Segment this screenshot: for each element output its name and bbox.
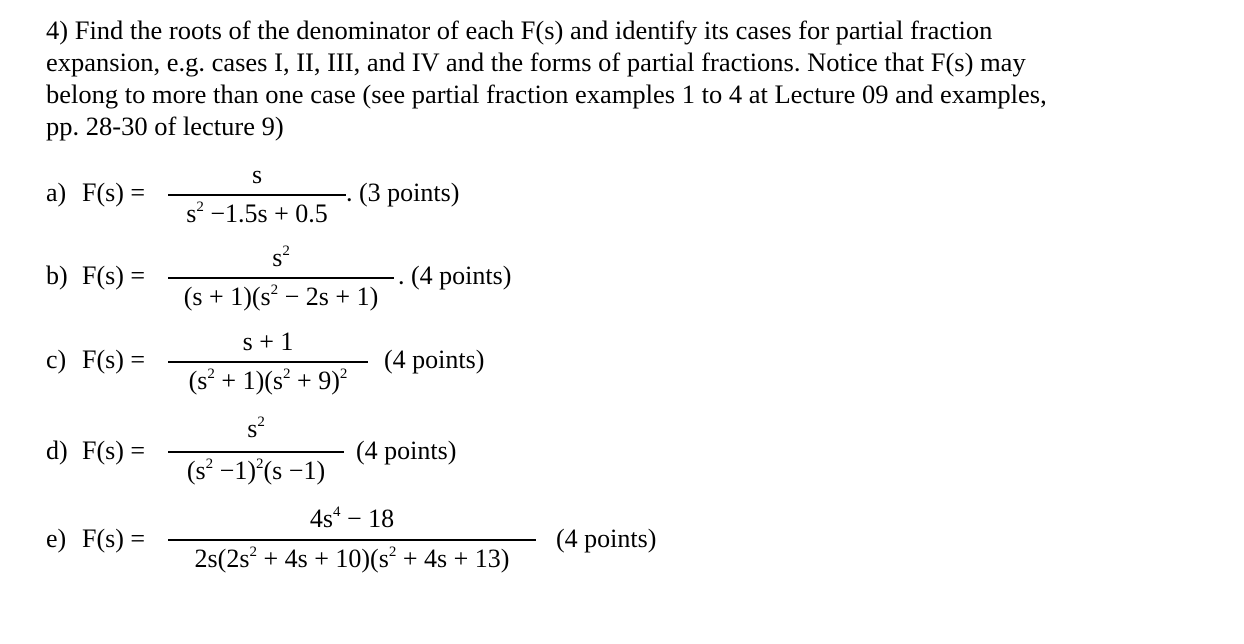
function-lhs: F(s) = <box>82 345 146 374</box>
problem-label: b) <box>46 261 68 290</box>
fraction-bar <box>168 539 536 541</box>
fraction-bar <box>168 361 368 363</box>
problem-label: c) <box>46 345 67 374</box>
numerator: $s^2$ <box>247 414 265 443</box>
function-lhs: F(s) = <box>82 524 146 553</box>
problem-d <box>46 414 1196 504</box>
fraction-bar <box>168 451 344 453</box>
points-label: (4 points) <box>556 524 657 553</box>
function-lhs: F(s) = <box>82 178 146 207</box>
function-lhs: F(s) = <box>82 261 146 290</box>
problem-label: d) <box>46 436 68 465</box>
numerator: $4s^4 - 18$ <box>309 504 395 533</box>
points-label: (4 points) <box>356 436 457 465</box>
intro-line-3: belong to more than one case (see partial fraction examples 1 to 4 at Lecture 09 and examples, <box>46 79 1047 109</box>
intro-line-4: pp. 28-30 of lecture 9) <box>46 111 284 141</box>
numerator: $s^2$ <box>272 243 290 272</box>
points-label: . (4 points) <box>398 261 512 290</box>
denominator: $(s + 1)(s^2 - 2s + 1)$ <box>183 282 379 311</box>
function-lhs: F(s) = <box>82 436 146 465</box>
problem-c <box>46 327 1196 417</box>
problem-label: e) <box>46 524 67 553</box>
points-label: . (3 points) <box>346 178 460 207</box>
problem-intro <box>46 14 1216 142</box>
problem-a <box>46 160 1196 250</box>
denominator: $(s^2 + 1)(s^2 + 9)^2$ <box>188 366 348 395</box>
problem-e <box>46 504 1196 594</box>
problem-b <box>46 243 1196 333</box>
intro-line-2: expansion, e.g. cases I, II, III, and IV and the forms of partial fractions. Notice that F(s) may <box>46 47 1026 77</box>
fraction-bar <box>168 277 394 279</box>
numerator: s + 1 <box>242 327 294 356</box>
problem-label: a) <box>46 178 67 207</box>
fraction-bar <box>168 194 346 196</box>
denominator: $s^2 -1.5s + 0.5$ <box>186 199 328 228</box>
denominator: $2s(2s^2 + 4s + 10)(s^2 + 4s + 13)$ <box>194 544 510 573</box>
points-label: (4 points) <box>384 345 485 374</box>
intro-line-1: 4) Find the roots of the denominator of each F(s) and identify its cases for partial fraction <box>46 15 993 45</box>
numerator: s <box>251 160 263 189</box>
denominator: $(s^2 -1)^2(s -1)$ <box>186 456 326 485</box>
